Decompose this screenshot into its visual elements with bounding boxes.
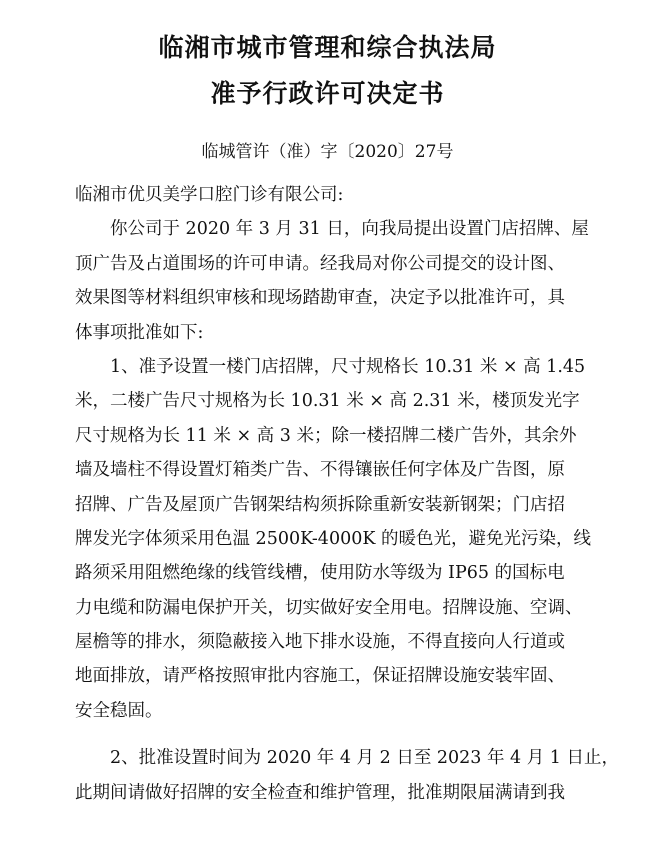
paragraph-line [75, 212, 589, 246]
paragraph-line [75, 281, 580, 315]
paragraph-line [75, 384, 580, 418]
paragraph-line [75, 488, 580, 522]
line-text: 体事项批准如下: [75, 322, 204, 343]
line-text: 路须采用阻燃绝缘的线管线槽，使用防水等级为 IP65 的国标电 [75, 563, 565, 584]
line-text: 牌发光字体须采用色温 2500K-4000K 的暖色光，避免光污染，线 [75, 528, 591, 549]
document-title-authority: 临湘市城市管理和综合执法局 [158, 33, 497, 62]
paragraph-line [75, 316, 580, 350]
paragraph-line [75, 350, 586, 384]
line-text: 米，二楼广告尺寸规格为长 10.31 米 × 高 2.31 米，楼顶发光字 [75, 391, 580, 412]
addressee [75, 178, 580, 212]
line-text: 1、准予设置一楼门店招牌，尺寸规格长 10.31 米 × 高 1.45 [110, 356, 586, 377]
addressee-text: 临湘市优贝美学口腔门诊有限公司: [75, 185, 344, 205]
document-body [75, 178, 619, 810]
line-text: 屋檐等的排水，须隐蔽接入地下排水设施，不得直接向人行道或 [75, 632, 565, 653]
line-text: 此期间请做好招牌的安全检查和维护管理，批准期限届满请到我 [75, 782, 565, 803]
paragraph-line [75, 247, 580, 281]
line-text: 效果图等材料组织审核和现场踏勘审查，决定予以批准许可，具 [75, 288, 565, 309]
paragraph-line [75, 625, 580, 659]
paragraph-line [75, 419, 580, 453]
line-text: 招牌、广告及屋顶广告钢架结构须拆除重新安装新钢架；门店招 [75, 494, 565, 515]
line-text: 地面排放，请严格按照审批内容施工，保证招牌设施安装牢固、 [75, 666, 565, 687]
paragraph-line [75, 741, 619, 775]
paragraph-line [75, 556, 580, 590]
line-text: 尺寸规格为长 11 米 × 高 3 米；除一楼招牌二楼广告外，其余外 [75, 425, 577, 446]
paragraph-line [75, 659, 580, 693]
line-text: 安全稳固。 [75, 700, 163, 721]
line-text: 力电缆和防漏电保护开关，切实做好安全用电。招牌设施、空调、 [75, 597, 583, 618]
paragraph-line [75, 453, 580, 487]
document-number: 临城管许（准）字〔2020〕27号 [201, 142, 454, 162]
line-text: 顶广告及占道围场的许可申请。经我局对你公司提交的设计图、 [75, 253, 565, 274]
paragraph-line [75, 522, 591, 556]
paragraph-line [75, 776, 580, 810]
line-text: 你公司于 2020 年 3 月 31 日，向我局提出设置门店招牌、屋 [110, 219, 589, 240]
line-text: 墙及墙柱不得设置灯箱类广告、不得镶嵌任何字体及广告图，原 [75, 460, 565, 481]
document-title-decision: 准予行政许可决定书 [210, 79, 445, 108]
line-text: 2、批准设置时间为 2020 年 4 月 2 日至 2023 年 4 月 1 日止， [110, 748, 619, 769]
paragraph-line [75, 591, 583, 625]
paragraph-line [75, 694, 580, 728]
